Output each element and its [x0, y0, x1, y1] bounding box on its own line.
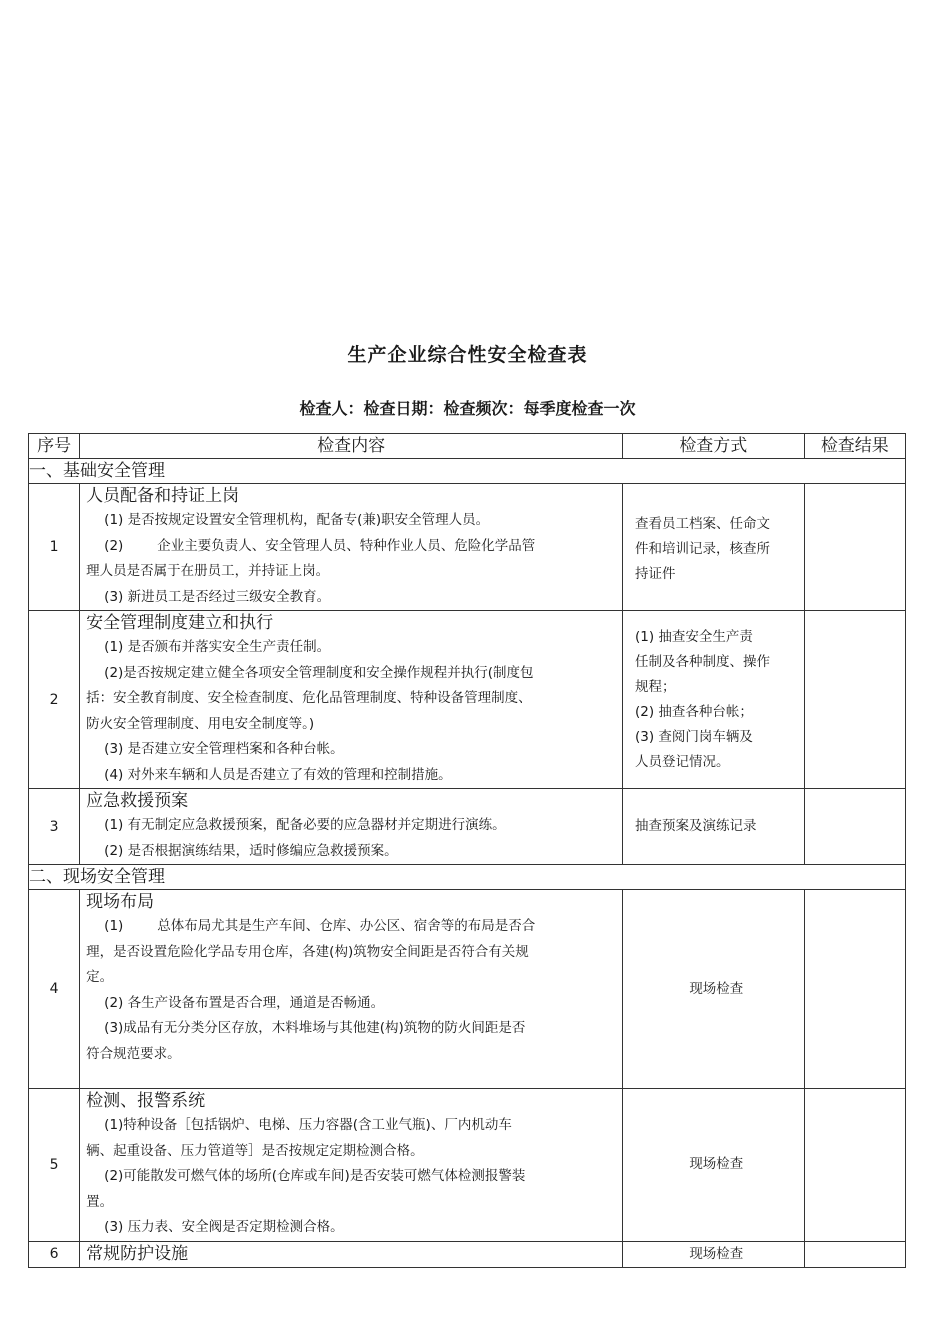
row-method — [623, 484, 805, 611]
table-row — [29, 1241, 906, 1267]
table-header-row — [29, 434, 906, 459]
item-line: (1) 是否按规定设置安全管理机构，配备专(兼)职安全管理人员。 — [104, 512, 490, 528]
header-seq: 序号 — [29, 434, 80, 459]
row-seq: 3 — [29, 789, 80, 865]
item-line: 理人员是否属于在册员工，并持证上岗。 — [86, 563, 330, 579]
table-row — [29, 611, 906, 789]
method-line: 现场检查 — [689, 1156, 744, 1173]
item-line: (1)特种设备［包括锅炉、电梯、压力容器(含工业气瓶)、厂内机动车 — [104, 1117, 512, 1133]
row-result — [804, 1241, 905, 1267]
row-seq: 6 — [29, 1241, 80, 1267]
method-line: (1) 抽查安全生产责 — [635, 628, 753, 645]
row-result — [804, 484, 905, 611]
section-row-basic — [29, 459, 906, 484]
method-line: 现场检查 — [689, 980, 744, 997]
row-result — [804, 789, 905, 865]
row-result — [804, 1089, 905, 1242]
item-title: 安全管理制度建立和执行 — [86, 613, 274, 633]
row-method — [623, 890, 805, 1089]
row-result — [804, 611, 905, 789]
table-row — [29, 789, 906, 865]
safety-checklist-table — [28, 433, 906, 1268]
item-line-text: 企业主要负责人、安全管理人员、特种作业人员、危险化学品管 — [157, 537, 536, 554]
method-line: 任制及各种制度、操作 — [635, 653, 771, 670]
item-line: 辆、起重设备、压力管道等］是否按规定定期检测合格。 — [86, 1142, 424, 1159]
section-row-site — [29, 865, 906, 890]
item-title: 应急救援预案 — [86, 791, 189, 811]
item-line-text: 总体布局尤其是生产车间、仓库、办公区、宿舍等的布局是否合 — [157, 918, 536, 934]
item-line: (1) 有无制定应急救援预案，配备必要的应急器材并定期进行演练。 — [104, 817, 506, 833]
row-content — [80, 1089, 623, 1242]
item-line: 符合规范要求。 — [86, 1045, 181, 1062]
row-content — [80, 890, 623, 1089]
section-label: 二、现场安全管理 — [29, 865, 906, 890]
row-method — [623, 611, 805, 789]
item-line — [86, 914, 616, 940]
item-title: 检测、报警系统 — [86, 1091, 206, 1111]
item-line-prefix: (2) — [104, 537, 124, 554]
item-line: 括：安全教育制度、安全检查制度、危化品管理制度、特种设备管理制度、 — [86, 690, 532, 706]
item-title: 人员配备和持证上岗 — [86, 486, 240, 506]
item-line: (2) 是否根据演练结果，适时修编应急救援预案。 — [104, 842, 398, 859]
table-row — [29, 1089, 906, 1242]
item-line: (2) 各生产设备布置是否合理，通道是否畅通。 — [104, 994, 385, 1011]
method-line: 件和培训记录，核查所 — [635, 541, 771, 557]
row-seq: 4 — [29, 890, 80, 1089]
item-line: (4) 对外来车辆和人员是否建立了有效的管理和控制措施。 — [104, 766, 452, 783]
item-line: 防火安全管理制度、用电安全制度等。) — [86, 715, 315, 732]
row-result — [804, 890, 905, 1089]
item-line-prefix: (1) — [104, 918, 124, 934]
row-method — [623, 1241, 805, 1267]
header-result: 检查结果 — [804, 434, 905, 459]
item-line: (1) 是否颁布并落实安全生产责任制。 — [104, 639, 331, 655]
table-row — [29, 890, 906, 1089]
item-line: 理，是否设置危险化学品专用仓库，各建(构)筑物安全间距是否符合有关规 — [86, 943, 529, 960]
document-title: 生产企业综合性安全检查表 — [347, 344, 588, 366]
row-seq: 1 — [29, 484, 80, 611]
item-title: 常规防护设施 — [86, 1243, 189, 1264]
item-title: 现场布局 — [86, 892, 155, 912]
method-line: 人员登记情况。 — [635, 753, 730, 770]
row-content — [80, 611, 623, 789]
method-line: (2) 抽查各种台帐； — [635, 703, 753, 720]
row-method — [623, 1089, 805, 1242]
item-line: (3)成品有无分类分区存放，木料堆场与其他建(构)筑物的防火间距是否 — [104, 1020, 526, 1036]
item-line: 置。 — [86, 1193, 114, 1210]
item-line: (3) 新进员工是否经过三级安全教育。 — [104, 588, 331, 605]
header-content: 检查内容 — [80, 434, 623, 459]
method-line: 抽查预案及演练记录 — [635, 818, 757, 834]
method-line: 查看员工档案、任命文 — [635, 516, 771, 532]
method-line: 持证件 — [635, 566, 676, 582]
document-subtitle: 检查人：检查日期：检查频次：每季度检查一次 — [299, 399, 636, 418]
item-line: (3) 压力表、安全阀是否定期检测合格。 — [104, 1219, 344, 1235]
method-line: 规程； — [635, 678, 676, 695]
item-line: 定。 — [86, 969, 114, 985]
section-label: 一、基础安全管理 — [29, 459, 906, 484]
table-row — [29, 484, 906, 611]
method-line: 现场检查 — [689, 1245, 744, 1262]
item-line — [86, 534, 616, 560]
item-line: (3) 是否建立安全管理档案和各种台帐。 — [104, 741, 344, 757]
row-seq: 2 — [29, 611, 80, 789]
row-method — [623, 789, 805, 865]
item-line: (2)是否按规定建立健全各项安全管理制度和安全操作规程并执行(制度包 — [104, 664, 534, 681]
item-line: (2)可能散发可燃气体的场所(仓库或车间)是否安装可燃气体检测报警装 — [104, 1168, 526, 1184]
row-content — [80, 1241, 623, 1267]
row-content — [80, 484, 623, 611]
row-content — [80, 789, 623, 865]
row-seq: 5 — [29, 1089, 80, 1242]
header-method: 检查方式 — [623, 434, 805, 459]
method-line: (3) 查阅门岗车辆及 — [635, 728, 753, 745]
